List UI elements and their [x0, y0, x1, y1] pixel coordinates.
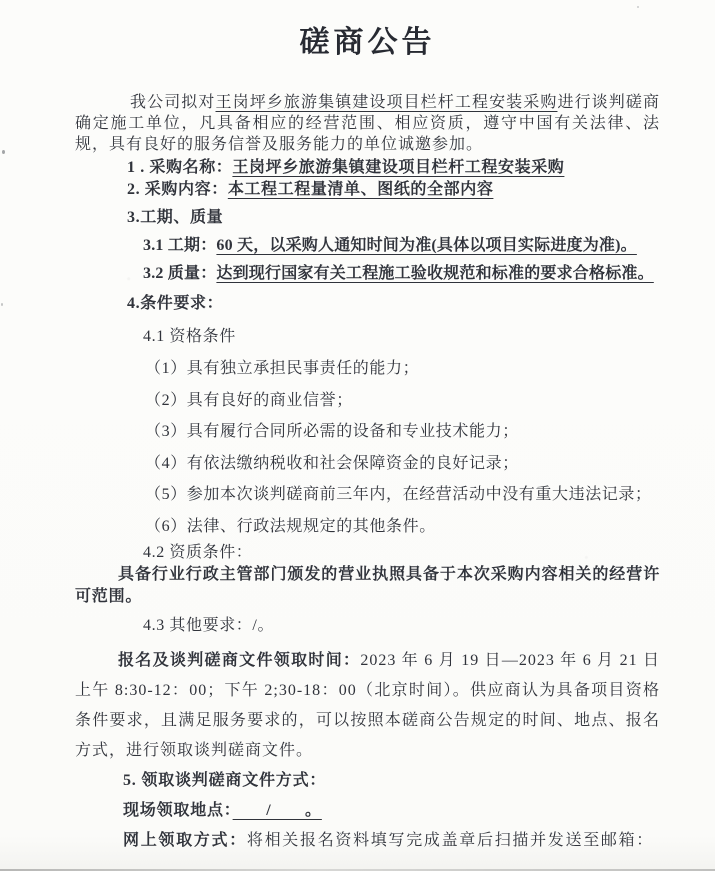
quality-line	[143, 261, 660, 287]
collection-time-text: 2023 年 6 月 19 日—2023 年 6 月 21 日上午 8:30-12：00；下午 2;30-18：00（北京时间）。供应商认为具备项目资格条件要求，且满足服务要求的，可以按照本磋商公告规定的时间、地点、报名方式，进行领取谈判磋商文件。	[75, 652, 660, 759]
qualification-item: （6）法律、行政法规规定的其他条件。	[145, 517, 436, 535]
online-collection-label: 网上领取方式：	[123, 832, 247, 849]
scan-speck	[2, 150, 5, 154]
quality-value: 达到现行国家有关工程施工验收规范和标准的要求合格标准。	[216, 265, 654, 282]
qualification-list	[75, 353, 660, 542]
duration-value: 60 天，以采购人通知时间为准(具体以项目实际进度为准)。	[216, 237, 637, 254]
qualification-item: （5）参加本次谈判磋商前三年内，在经营活动中没有重大违法记录；	[145, 486, 652, 503]
online-collection-text: 将相关报名资料填写完成盖章后扫描并发送至邮箱：	[246, 832, 655, 849]
intro-lead-text: 我公司拟对	[130, 94, 216, 111]
procurement-content-label: 2. 采购内容：	[127, 181, 228, 198]
other-requirements-label: 4.3 其他要求：	[143, 617, 253, 634]
qualification-item: （4）有依法缴纳税收和社会保障资金的良好记录；	[145, 454, 519, 472]
other-requirements-line	[143, 614, 660, 638]
license-text-paragraph: 具备行业行政主管部门颁发的营业执照具备于本次采购内容相关的经营许可范围。	[75, 566, 660, 605]
scan-speck	[1, 303, 3, 306]
collection-time-label: 报名及谈判磋商文件领取时间：	[118, 652, 361, 669]
procurement-content-line	[127, 179, 660, 201]
duration-line	[143, 233, 660, 259]
onsite-collection-line	[123, 796, 660, 826]
onsite-collection-label: 现场领取地点：	[123, 802, 233, 819]
onsite-collection-value: / 。	[232, 802, 322, 819]
qualification-item: （3）具有履行合同所必需的设备和专业技术能力；	[145, 423, 519, 440]
section5-heading: 5. 领取谈判磋商文件方式：	[123, 772, 327, 789]
qualification-heading: 4.1 资格条件	[143, 328, 236, 345]
section3-heading: 3.工期、质量	[127, 209, 224, 226]
online-collection-line	[123, 826, 660, 856]
procurement-content-value: 本工程工程量清单、图纸的全部内容	[227, 181, 494, 198]
document-title: 磋商公告	[299, 26, 436, 59]
procurement-name-label: 1 . 采购名称：	[127, 159, 233, 176]
project-name-underlined: 王岗坪乡旅游集镇建设项目栏杆工程安装采购	[215, 94, 558, 111]
intro-paragraph	[75, 92, 660, 155]
section4-heading: 4.条件要求：	[127, 295, 224, 312]
qualification-item: （1）具有独立承担民事责任的能力；	[145, 360, 420, 377]
quality-label: 3.2 质量：	[143, 265, 217, 282]
collection-time-paragraph	[75, 646, 660, 766]
duration-label: 3.1 工期：	[143, 237, 217, 254]
intro-rest-text: 进行谈判磋商确定施工单位，凡具备相应的经营范围、相应资质，遵守中国有关法律、法规，具有良好的服务信誉及服务能力的单位诚邀参加。	[75, 94, 660, 153]
qualification-item: （2）具有良好的商业信誉；	[145, 391, 353, 409]
procurement-name-value: 王岗坪乡旅游集镇建设项目栏杆工程安装采购	[232, 159, 565, 176]
procurement-name-line	[127, 157, 660, 179]
other-requirements-value: /。	[252, 617, 275, 634]
license-heading: 4.2 资质条件：	[143, 544, 253, 561]
scan-speck	[637, 6, 639, 8]
